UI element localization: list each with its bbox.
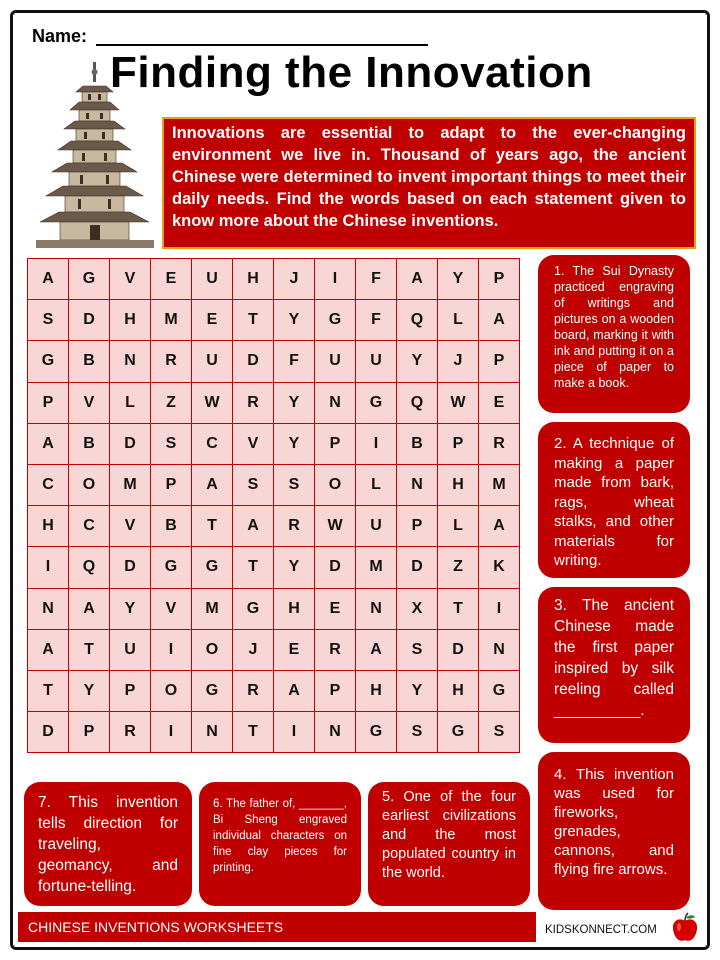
grid-cell[interactable]: N xyxy=(479,630,520,671)
grid-cell[interactable]: G xyxy=(356,712,397,753)
grid-cell[interactable]: I xyxy=(151,630,192,671)
grid-cell[interactable]: M xyxy=(151,300,192,341)
grid-cell[interactable]: E xyxy=(315,589,356,630)
grid-cell[interactable]: N xyxy=(28,589,69,630)
grid-cell[interactable]: U xyxy=(315,341,356,382)
grid-cell[interactable]: G xyxy=(356,383,397,424)
grid-cell[interactable]: G xyxy=(479,671,520,712)
name-blank-line xyxy=(96,44,428,46)
grid-cell[interactable]: V xyxy=(233,424,274,465)
grid-cell[interactable]: G xyxy=(233,589,274,630)
grid-cell[interactable]: T xyxy=(28,671,69,712)
grid-cell[interactable]: C xyxy=(28,465,69,506)
grid-cell[interactable]: Y xyxy=(274,300,315,341)
grid-cell[interactable]: S xyxy=(397,630,438,671)
grid-cell[interactable]: Y xyxy=(397,671,438,712)
intro-text-box: Innovations are essential to adapt to the ever-changing environment we live in. Thousand of years ago, the ancient Chinese were determined to invent important things to meet their daily needs. Find the words based on each statement given to know more about the Chinese inventions. xyxy=(162,117,696,249)
grid-cell[interactable]: Y xyxy=(110,589,151,630)
grid-cell[interactable]: U xyxy=(192,259,233,300)
grid-cell[interactable]: G xyxy=(315,300,356,341)
grid-cell[interactable]: G xyxy=(192,671,233,712)
grid-cell[interactable]: B xyxy=(397,424,438,465)
grid-cell[interactable]: S xyxy=(28,300,69,341)
grid-cell[interactable]: H xyxy=(438,465,479,506)
clue-1: 1. The Sui Dynasty practiced engraving of writings and pictures on a wooden board, marking it with ink and putting it on a piece of paper to make a book. xyxy=(538,255,690,413)
grid-cell[interactable]: J xyxy=(233,630,274,671)
grid-cell[interactable]: D xyxy=(110,424,151,465)
grid-cell[interactable]: B xyxy=(69,424,110,465)
grid-cell[interactable]: P xyxy=(151,465,192,506)
grid-cell[interactable]: N xyxy=(315,383,356,424)
grid-cell[interactable]: Z xyxy=(438,547,479,588)
grid-cell[interactable]: T xyxy=(192,506,233,547)
grid-cell[interactable]: M xyxy=(356,547,397,588)
grid-cell[interactable]: P xyxy=(438,424,479,465)
grid-cell[interactable]: C xyxy=(69,506,110,547)
grid-cell[interactable]: W xyxy=(315,506,356,547)
grid-cell[interactable]: R xyxy=(233,383,274,424)
grid-cell[interactable]: O xyxy=(151,671,192,712)
grid-cell[interactable]: H xyxy=(233,259,274,300)
grid-cell[interactable]: N xyxy=(110,341,151,382)
grid-cell[interactable]: R xyxy=(110,712,151,753)
grid-cell[interactable]: G xyxy=(69,259,110,300)
grid-cell[interactable]: V xyxy=(69,383,110,424)
apple-logo-icon xyxy=(670,912,700,944)
grid-cell[interactable]: A xyxy=(479,300,520,341)
grid-cell[interactable]: E xyxy=(479,383,520,424)
clue-3: 3. The ancient Chinese made the first paper inspired by silk reeling called __________. xyxy=(538,587,690,743)
grid-cell[interactable]: A xyxy=(28,630,69,671)
grid-cell[interactable]: N xyxy=(397,465,438,506)
grid-cell[interactable]: R xyxy=(233,671,274,712)
grid-cell[interactable]: D xyxy=(69,300,110,341)
grid-cell[interactable]: A xyxy=(233,506,274,547)
grid-cell[interactable]: V xyxy=(151,589,192,630)
grid-cell[interactable]: I xyxy=(274,712,315,753)
grid-cell[interactable]: A xyxy=(397,259,438,300)
grid-cell[interactable]: A xyxy=(479,506,520,547)
grid-cell[interactable]: X xyxy=(397,589,438,630)
grid-cell[interactable]: H xyxy=(438,671,479,712)
grid-cell[interactable]: L xyxy=(438,300,479,341)
grid-cell[interactable]: Y xyxy=(274,547,315,588)
grid-cell[interactable]: E xyxy=(192,300,233,341)
clue-6: 6. The father of, _______, Bi Sheng engraved individual characters on fine clay pieces for printing. xyxy=(199,782,361,906)
grid-cell[interactable]: U xyxy=(192,341,233,382)
grid-cell[interactable]: N xyxy=(315,712,356,753)
grid-cell[interactable]: U xyxy=(356,341,397,382)
grid-cell[interactable]: I xyxy=(356,424,397,465)
footer-site[interactable]: KIDSKONNECT.COM xyxy=(545,924,657,936)
grid-cell[interactable]: T xyxy=(233,300,274,341)
grid-cell[interactable]: D xyxy=(397,547,438,588)
grid-cell[interactable]: T xyxy=(69,630,110,671)
grid-cell[interactable]: M xyxy=(479,465,520,506)
grid-cell[interactable]: I xyxy=(479,589,520,630)
grid-cell[interactable]: Q xyxy=(397,300,438,341)
grid-cell[interactable]: I xyxy=(315,259,356,300)
grid-cell[interactable]: F xyxy=(356,300,397,341)
grid-cell[interactable]: Q xyxy=(397,383,438,424)
pagoda-illustration xyxy=(36,62,154,248)
grid-cell[interactable]: O xyxy=(69,465,110,506)
page-title: Finding the Innovation xyxy=(110,48,593,97)
grid-cell[interactable]: P xyxy=(479,259,520,300)
grid-cell[interactable]: U xyxy=(356,506,397,547)
grid-cell[interactable]: J xyxy=(438,341,479,382)
grid-cell[interactable]: E xyxy=(151,259,192,300)
grid-cell[interactable]: R xyxy=(479,424,520,465)
grid-cell[interactable]: Y xyxy=(69,671,110,712)
grid-cell[interactable]: A xyxy=(356,630,397,671)
clue-5: 5. One of the four earliest civilizations and the most populated country in the world. xyxy=(368,782,530,906)
footer-label: CHINESE INVENTIONS WORKSHEETS xyxy=(18,912,536,942)
grid-cell[interactable]: M xyxy=(192,589,233,630)
grid-cell[interactable]: A xyxy=(28,424,69,465)
grid-cell[interactable]: D xyxy=(315,547,356,588)
grid-cell[interactable]: A xyxy=(69,589,110,630)
grid-cell[interactable]: E xyxy=(274,630,315,671)
grid-cell[interactable]: D xyxy=(28,712,69,753)
grid-cell[interactable]: A xyxy=(274,671,315,712)
grid-cell[interactable]: L xyxy=(356,465,397,506)
grid-cell[interactable]: Q xyxy=(69,547,110,588)
grid-cell[interactable]: N xyxy=(356,589,397,630)
grid-cell[interactable]: S xyxy=(151,424,192,465)
grid-cell[interactable]: P xyxy=(315,424,356,465)
grid-cell[interactable]: L xyxy=(110,383,151,424)
grid-cell[interactable]: R xyxy=(274,506,315,547)
grid-cell[interactable]: A xyxy=(192,465,233,506)
grid-cell[interactable]: Z xyxy=(151,383,192,424)
grid-cell[interactable]: F xyxy=(274,341,315,382)
grid-cell[interactable]: O xyxy=(315,465,356,506)
grid-cell[interactable]: T xyxy=(233,712,274,753)
grid-cell[interactable]: P xyxy=(110,671,151,712)
grid-cell[interactable]: V xyxy=(110,259,151,300)
word-search-grid[interactable] xyxy=(27,258,520,753)
grid-cell[interactable]: J xyxy=(274,259,315,300)
grid-cell[interactable]: H xyxy=(110,300,151,341)
grid-cell[interactable]: V xyxy=(110,506,151,547)
grid-cell[interactable]: T xyxy=(438,589,479,630)
grid-cell[interactable]: P xyxy=(28,383,69,424)
grid-cell[interactable]: T xyxy=(233,547,274,588)
grid-cell[interactable]: D xyxy=(110,547,151,588)
grid-cell[interactable]: P xyxy=(479,341,520,382)
grid-cell[interactable]: S xyxy=(274,465,315,506)
grid-cell[interactable]: I xyxy=(151,712,192,753)
grid-cell[interactable]: P xyxy=(69,712,110,753)
grid-cell[interactable]: N xyxy=(192,712,233,753)
grid-cell[interactable]: S xyxy=(397,712,438,753)
grid-cell[interactable]: G xyxy=(28,341,69,382)
grid-cell[interactable]: R xyxy=(315,630,356,671)
grid-cell[interactable]: L xyxy=(438,506,479,547)
grid-cell[interactable]: Y xyxy=(274,383,315,424)
grid-cell[interactable]: F xyxy=(356,259,397,300)
grid-cell[interactable]: A xyxy=(28,259,69,300)
grid-cell[interactable]: D xyxy=(438,630,479,671)
clue-7: 7. This invention tells direction for traveling, geomancy, and fortune-telling. xyxy=(24,782,192,906)
grid-cell[interactable]: H xyxy=(274,589,315,630)
grid-cell[interactable]: G xyxy=(192,547,233,588)
grid-cell[interactable]: Y xyxy=(274,424,315,465)
grid-cell[interactable]: P xyxy=(397,506,438,547)
grid-cell[interactable]: C xyxy=(192,424,233,465)
grid-cell[interactable]: R xyxy=(151,341,192,382)
grid-cell[interactable]: G xyxy=(151,547,192,588)
grid-cell[interactable]: U xyxy=(110,630,151,671)
grid-cell[interactable]: O xyxy=(192,630,233,671)
grid-cell[interactable]: Y xyxy=(397,341,438,382)
grid-cell[interactable]: H xyxy=(356,671,397,712)
grid-cell[interactable]: W xyxy=(192,383,233,424)
grid-cell[interactable]: S xyxy=(233,465,274,506)
grid-cell[interactable]: I xyxy=(28,547,69,588)
grid-cell[interactable]: H xyxy=(28,506,69,547)
grid-cell[interactable]: G xyxy=(438,712,479,753)
grid-cell[interactable]: B xyxy=(151,506,192,547)
grid-cell[interactable]: W xyxy=(438,383,479,424)
grid-cell[interactable]: K xyxy=(479,547,520,588)
clue-2: 2. A technique of making a paper made from bark, rags, wheat stalks, and other materials for writing. xyxy=(538,422,690,578)
grid-cell[interactable]: P xyxy=(315,671,356,712)
grid-cell[interactable]: B xyxy=(69,341,110,382)
grid-cell[interactable]: Y xyxy=(438,259,479,300)
grid-cell[interactable]: S xyxy=(479,712,520,753)
clue-4: 4. This invention was used for fireworks, grenades, cannons, and flying fire arrows. xyxy=(538,752,690,910)
name-label: Name: xyxy=(32,26,88,46)
grid-cell[interactable]: D xyxy=(233,341,274,382)
grid-cell[interactable]: M xyxy=(110,465,151,506)
